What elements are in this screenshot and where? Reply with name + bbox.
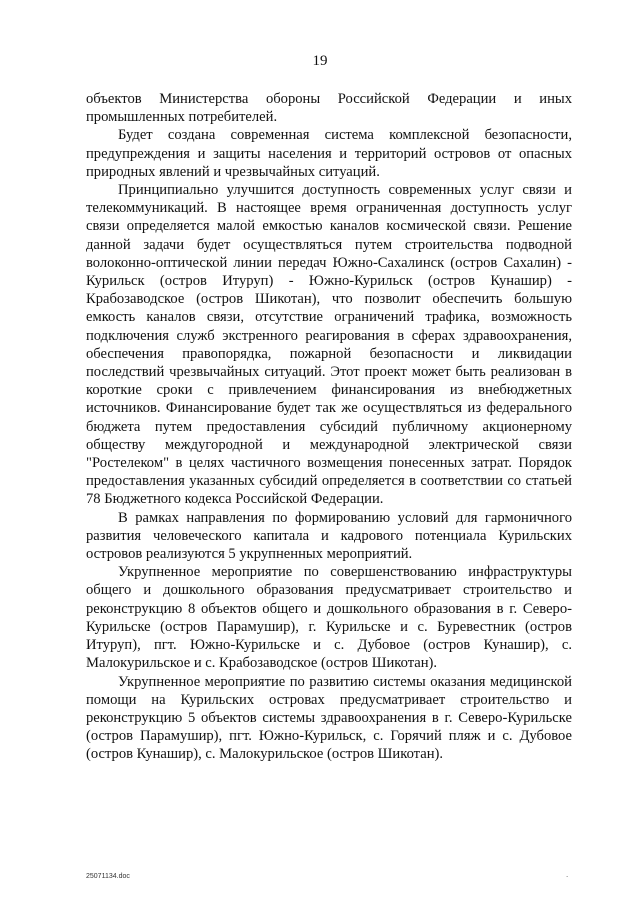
paragraph-medical-care: Укрупненное мероприятие по развитию системы оказания медицинской помощи на Курильских островах предусматривает строительство и реконструкцию 5 объектов системы здравоохранения в г. Северо-Курильске (остров Парамушир), пгт. Южно-Курильск, с. Горячий пляж и с. Дубовое (остров Кунашир), с. Малокурильское (остров Шикотан).	[86, 673, 572, 763]
footer-mark: .	[566, 870, 569, 879]
paragraph-human-capital: В рамках направления по формированию условий для гармоничного развития человеческого капитала и кадрового потенциала Курильских островов реализуются 5 укрупненных мероприятий.	[86, 509, 572, 563]
paragraph-continuation: объектов Министерства обороны Российской Федерации и иных промышленных потребителей.	[86, 91, 572, 126]
paragraph-communications: Принципиально улучшится доступность современных услуг связи и телекоммуникаций. В настоящее время ограниченная доступность услуг связи определяется малой емкостью каналов космической связи. Решение данной задачи будет осуществляться путем строительства подводной волоконно-оптической линии передач Южно-Сахалинск (остров Сахалин) - Курильск (остров Итуруп) - Южно-Курильск (остров Кунашир) - Крабозаводское (остров Шикотан), что позволит обеспечить большую емкость каналов связи, отсутствие ограничений трафика, возможность подключения служб экстренного реагирования в сферах здравоохранения, обеспечения правопорядка, пожарной безопасности и ликвидации последствий чрезвычайных ситуаций. Этот проект может быть реализован в короткие сроки с привлечением финансирования из внебюджетных источников. Финансирование будет так же осуществляться из федерального бюджета путем предоставления субсидий публичному акционерному обществу междугородной и международной электрической связи "Ростелеком" в целях частичного возмещения понесенных затрат. Порядок предоставления указанных субсидий определяется в соответствии со статьей 78 Бюджетного кодекса Российской Федерации.	[86, 182, 572, 508]
page-number: 19	[312, 53, 328, 69]
paragraph-security-system: Будет создана современная система комплексной безопасности, предупреждения и защиты населения и территорий островов от опасных природных явлений и чрезвычайных ситуаций.	[86, 127, 572, 180]
paragraph-education-infrastructure: Укрупненное мероприятие по совершенствованию инфраструктуры общего и дошкольного образования предусматривает строительство и реконструкцию 8 объектов общего и дошкольного образования в г. Северо-Курильске (остров Парамушир), г. Курильске и с. Буревестник (остров Итуруп), пгт. Южно-Курильске и с. Дубовое (остров Кунашир), с. Малокурильское и с. Крабозаводское (остров Шикотан).	[86, 564, 572, 672]
document-body	[86, 90, 572, 764]
footer-file-code: 25071134.doc	[86, 873, 130, 880]
